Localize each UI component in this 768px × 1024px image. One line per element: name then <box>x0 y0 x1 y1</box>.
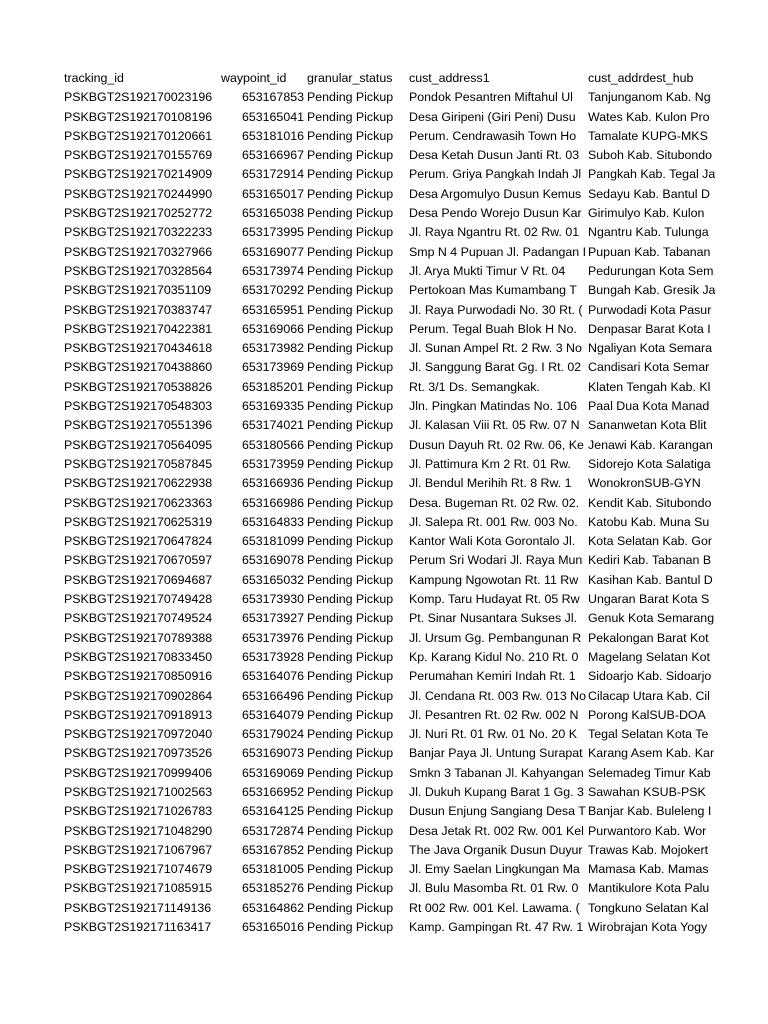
cell-granular-status[interactable]: Pending Pickup <box>307 842 394 857</box>
cell-cust-address1[interactable]: Desa Ketah Dusun Janti Rt. 03 <box>409 148 580 163</box>
cell-waypoint-id[interactable]: 653165016 <box>241 920 304 935</box>
cell-tracking-id[interactable]: PSKBGT2S192170789388 <box>64 630 213 645</box>
table-row[interactable] <box>62 223 715 242</box>
cell-cust-address1[interactable]: Jl. Pesantren Rt. 02 Rw. 002 N <box>409 707 579 722</box>
table-row[interactable] <box>62 165 715 184</box>
cell-cust-address1[interactable]: The Java Organik Dusun Duyur <box>409 842 583 857</box>
data-table <box>62 69 715 937</box>
cell-waypoint-id[interactable]: 653164833 <box>241 514 304 529</box>
cell-waypoint-id[interactable]: 653169066 <box>241 321 304 336</box>
cell-granular-status[interactable]: Pending Pickup <box>307 881 394 896</box>
table-row[interactable] <box>62 841 715 860</box>
cell-cust-address2[interactable]: Sananwetan Kota Blit <box>588 418 707 433</box>
cell-cust-address1[interactable]: Perum Sri Wodari Jl. Raya Mun <box>409 553 583 568</box>
cell-cust-address2[interactable]: Mantikulore Kota Palu <box>588 881 710 896</box>
header-cust-address1[interactable]: cust_address1 <box>409 71 490 85</box>
table-row[interactable] <box>62 532 715 551</box>
cell-granular-status[interactable]: Pending Pickup <box>307 109 394 124</box>
cell-granular-status[interactable]: Pending Pickup <box>307 920 394 935</box>
cell-tracking-id[interactable]: PSKBGT2S192170244990 <box>64 186 213 201</box>
cell-waypoint-id[interactable]: 653172914 <box>241 167 304 182</box>
cell-cust-address1[interactable]: Kamp. Gampingan Rt. 47 Rw. 1 <box>409 920 584 935</box>
cell-cust-address2[interactable]: Pangkah Kab. Tegal Ja <box>588 167 716 182</box>
cell-waypoint-id[interactable]: 653173995 <box>241 225 304 240</box>
cell-granular-status[interactable]: Pending Pickup <box>307 688 394 703</box>
cell-tracking-id[interactable]: PSKBGT2S192171163417 <box>64 920 212 935</box>
cell-tracking-id[interactable]: PSKBGT2S192170902864 <box>64 688 213 703</box>
cell-granular-status[interactable]: Pending Pickup <box>307 360 394 375</box>
cell-waypoint-id[interactable]: 653173969 <box>241 360 304 375</box>
cell-granular-status[interactable]: Pending Pickup <box>307 283 394 298</box>
cell-tracking-id[interactable]: PSKBGT2S192170999406 <box>64 765 213 780</box>
table-row[interactable] <box>62 204 715 223</box>
header-waypoint-id[interactable]: waypoint_id <box>221 71 287 85</box>
cell-cust-address1[interactable]: Dusun Enjung Sangiang Desa T <box>409 804 586 819</box>
cell-cust-address2[interactable]: Pupuan Kab. Tabanan <box>588 244 711 259</box>
cell-cust-address1[interactable]: Smp N 4 Pupuan Jl. Padangan I <box>409 244 587 259</box>
table-row[interactable] <box>62 436 715 455</box>
cell-cust-address2[interactable]: Denpasar Barat Kota I <box>588 321 711 336</box>
cell-cust-address1[interactable]: Jl. Emy Saelan Lingkungan Ma <box>409 862 580 877</box>
cell-granular-status[interactable]: Pending Pickup <box>307 186 394 201</box>
cell-cust-address2[interactable]: Jenawi Kab. Karangan <box>588 437 713 452</box>
cell-cust-address1[interactable]: Jl. Kalasan Viii Rt. 05 Rw. 07 N <box>409 418 580 433</box>
cell-tracking-id[interactable]: PSKBGT2S192170214909 <box>64 167 213 182</box>
table-row[interactable] <box>62 879 715 898</box>
table-body <box>62 88 715 937</box>
table-row[interactable] <box>62 281 715 300</box>
cell-cust-address2[interactable]: Paal Dua Kota Manad <box>588 399 710 414</box>
cell-tracking-id[interactable]: PSKBGT2S192170623363 <box>64 495 213 510</box>
cell-cust-address1[interactable]: Jl. Sanggung Barat Gg. I Rt. 02 <box>409 360 582 375</box>
cell-waypoint-id[interactable]: 653180566 <box>241 437 304 452</box>
table-row[interactable] <box>62 667 715 686</box>
cell-waypoint-id[interactable]: 653164076 <box>241 669 304 684</box>
table-row[interactable] <box>62 416 715 435</box>
cell-tracking-id[interactable]: PSKBGT2S192170749428 <box>64 592 213 607</box>
cell-tracking-id[interactable]: PSKBGT2S192170973526 <box>64 746 213 761</box>
cell-tracking-id[interactable]: PSKBGT2S192170551396 <box>64 418 213 433</box>
cell-cust-address1[interactable]: Jl. Sunan Ampel Rt. 2 Rw. 3 No <box>409 341 582 356</box>
header-granular-status[interactable]: granular_status <box>307 71 393 85</box>
cell-waypoint-id[interactable]: 653181099 <box>241 534 304 549</box>
cell-cust-address1[interactable]: Perumahan Kemiri Indah Rt. 1 <box>409 669 576 684</box>
cell-cust-address2[interactable]: Katobu Kab. Muna Su <box>588 514 710 529</box>
cell-granular-status[interactable]: Pending Pickup <box>307 225 394 240</box>
cell-cust-address2[interactable]: Kediri Kab. Tabanan B <box>588 553 712 568</box>
cell-cust-address2[interactable]: Purwantoro Kab. Wor <box>588 823 707 838</box>
cell-cust-address1[interactable]: Rt 002 Rw. 001 Kel. Lawama. ( <box>409 900 580 915</box>
header-row <box>62 69 715 88</box>
cell-cust-address2[interactable]: Tegal Selatan Kota Te <box>588 727 709 742</box>
cell-tracking-id[interactable]: PSKBGT2S192170622938 <box>64 476 213 491</box>
cell-cust-address1[interactable]: Banjar Paya Jl. Untung Surapat <box>409 746 583 761</box>
cell-waypoint-id[interactable]: 653167852 <box>241 842 304 857</box>
cell-cust-address1[interactable]: Desa Pendo Worejo Dusun Kar <box>409 206 582 221</box>
cell-cust-address1[interactable]: Perum. Griya Pangkah Indah Jl <box>409 167 582 182</box>
cell-granular-status[interactable]: Pending Pickup <box>307 649 394 664</box>
cell-granular-status[interactable]: Pending Pickup <box>307 437 394 452</box>
cell-waypoint-id[interactable]: 653173959 <box>241 456 304 471</box>
cell-waypoint-id[interactable]: 653170292 <box>241 283 304 298</box>
cell-waypoint-id[interactable]: 653167853 <box>241 90 304 105</box>
table-row[interactable] <box>62 397 715 416</box>
cell-cust-address1[interactable]: Jl. Pattimura Km 2 Rt. 01 Rw. <box>409 456 571 471</box>
cell-cust-address2[interactable]: Selemadeg Timur Kab <box>588 765 711 780</box>
cell-cust-address1[interactable]: Pertokoan Mas Kumambang T <box>409 283 577 298</box>
cell-granular-status[interactable]: Pending Pickup <box>307 90 394 105</box>
table-row[interactable] <box>62 243 715 262</box>
table-row[interactable] <box>62 88 715 107</box>
table-row[interactable] <box>62 802 715 821</box>
cell-granular-status[interactable]: Pending Pickup <box>307 399 394 414</box>
cell-cust-address2[interactable]: Suboh Kab. Situbondo <box>588 148 713 163</box>
cell-cust-address1[interactable]: Jl. Raya Purwodadi No. 30 Rt. ( <box>409 302 583 317</box>
cell-cust-address1[interactable]: Desa Argomulyo Dusun Kemus <box>409 186 582 201</box>
cell-tracking-id[interactable]: PSKBGT2S192170252772 <box>64 206 213 221</box>
cell-granular-status[interactable]: Pending Pickup <box>307 128 394 143</box>
table-row[interactable] <box>62 609 715 628</box>
cell-tracking-id[interactable]: PSKBGT2S192170351109 <box>64 283 212 298</box>
cell-cust-address2[interactable]: Girimulyo Kab. Kulon <box>588 206 705 221</box>
cell-waypoint-id[interactable]: 653165038 <box>241 206 304 221</box>
cell-cust-address2[interactable]: Kota Selatan Kab. Gor <box>588 534 713 549</box>
cell-cust-address2[interactable]: Ungaran Barat Kota S <box>588 592 710 607</box>
cell-cust-address1[interactable]: Dusun Dayuh Rt. 02 Rw. 06, Ke <box>409 437 584 452</box>
cell-waypoint-id[interactable]: 653173976 <box>241 630 304 645</box>
cell-tracking-id[interactable]: PSKBGT2S192170833450 <box>64 649 213 664</box>
cell-cust-address1[interactable]: Perum. Tegal Buah Blok H No. <box>409 321 577 336</box>
table-row[interactable] <box>62 706 715 725</box>
cell-tracking-id[interactable]: PSKBGT2S192171002563 <box>64 784 213 799</box>
cell-granular-status[interactable]: Pending Pickup <box>307 630 394 645</box>
cell-granular-status[interactable]: Pending Pickup <box>307 302 394 317</box>
cell-granular-status[interactable]: Pending Pickup <box>307 418 394 433</box>
cell-waypoint-id[interactable]: 653181005 <box>241 862 304 877</box>
cell-waypoint-id[interactable]: 653173928 <box>241 649 304 664</box>
cell-tracking-id[interactable]: PSKBGT2S192170564095 <box>64 437 213 452</box>
cell-cust-address1[interactable]: Smkn 3 Tabanan Jl. Kahyangan <box>409 765 584 780</box>
cell-waypoint-id[interactable]: 653165951 <box>241 302 304 317</box>
cell-cust-address1[interactable]: Jl. Cendana Rt. 003 Rw. 013 No <box>409 688 587 703</box>
cell-tracking-id[interactable]: PSKBGT2S192170548303 <box>64 399 213 414</box>
cell-cust-address1[interactable]: Kantor Wali Kota Gorontalo Jl. <box>409 534 576 549</box>
cell-tracking-id[interactable]: PSKBGT2S192170422381 <box>64 321 213 336</box>
cell-waypoint-id[interactable]: 653169335 <box>241 399 304 414</box>
cell-granular-status[interactable]: Pending Pickup <box>307 784 394 799</box>
cell-cust-address2[interactable]: Sedayu Kab. Bantul D <box>588 186 710 201</box>
cell-cust-address1[interactable]: Kp. Karang Kidul No. 210 Rt. 0 <box>409 649 579 664</box>
cell-cust-address2[interactable]: Sawahan KSUB-PSK <box>588 784 706 799</box>
table-row[interactable] <box>62 494 715 513</box>
cell-tracking-id[interactable]: PSKBGT2S192170383747 <box>64 302 213 317</box>
table-row[interactable] <box>62 301 715 320</box>
table-row[interactable] <box>62 455 715 474</box>
cell-cust-address1[interactable]: Pondok Pesantren Miftahul Ul <box>409 90 573 105</box>
cell-granular-status[interactable]: Pending Pickup <box>307 669 394 684</box>
cell-waypoint-id[interactable]: 653172874 <box>241 823 304 838</box>
cell-cust-address1[interactable]: Jl. Bulu Masomba Rt. 01 Rw. 0 <box>409 881 579 896</box>
cell-cust-address2[interactable]: Pedurungan Kota Sem <box>588 263 714 278</box>
cell-cust-address2[interactable]: Wates Kab. Kulon Pro <box>588 109 710 124</box>
cell-tracking-id[interactable]: PSKBGT2S192170108196 <box>64 109 213 124</box>
table-row[interactable] <box>62 744 715 763</box>
cell-tracking-id[interactable]: PSKBGT2S192170327966 <box>64 244 213 259</box>
cell-cust-address1[interactable]: Jl. Raya Ngantru Rt. 02 Rw. 01 <box>409 225 580 240</box>
cell-cust-address2[interactable]: Wirobrajan Kota Yogy <box>588 920 708 935</box>
table-row[interactable] <box>62 339 715 358</box>
cell-cust-address2[interactable]: Candisari Kota Semar <box>588 360 710 375</box>
table-row[interactable] <box>62 764 715 783</box>
cell-cust-address2[interactable]: Tanjunganom Kab. Ng <box>588 90 711 105</box>
cell-granular-status[interactable]: Pending Pickup <box>307 379 394 394</box>
table-row[interactable] <box>62 687 715 706</box>
table-row[interactable] <box>62 860 715 879</box>
cell-cust-address1[interactable]: Desa Giripeni (Giri Peni) Dusu <box>409 109 576 124</box>
cell-waypoint-id[interactable]: 653181016 <box>241 128 304 143</box>
cell-granular-status[interactable]: Pending Pickup <box>307 476 394 491</box>
table-row[interactable] <box>62 474 715 493</box>
table-row[interactable] <box>62 629 715 648</box>
cell-cust-address2[interactable]: Tongkuno Selatan Kal <box>588 900 709 915</box>
cell-tracking-id[interactable]: PSKBGT2S192171026783 <box>64 804 213 819</box>
cell-tracking-id[interactable]: PSKBGT2S192170694687 <box>64 572 213 587</box>
cell-cust-address1[interactable]: Jl. Dukuh Kupang Barat 1 Gg. 3 <box>409 784 584 799</box>
cell-cust-address2[interactable]: WonokronSUB-GYN <box>588 476 701 491</box>
cell-cust-address1[interactable]: Desa. Bugeman Rt. 02 Rw. 02. <box>409 495 580 510</box>
table-row[interactable] <box>62 358 715 377</box>
cell-granular-status[interactable]: Pending Pickup <box>307 534 394 549</box>
cell-waypoint-id[interactable]: 653173930 <box>241 592 304 607</box>
cell-cust-address2[interactable]: Karang Asem Kab. Kar <box>588 746 715 761</box>
table-row[interactable] <box>62 378 715 397</box>
cell-cust-address2[interactable]: Magelang Selatan Kot <box>588 649 710 664</box>
cell-waypoint-id[interactable]: 653164125 <box>241 804 304 819</box>
cell-tracking-id[interactable]: PSKBGT2S192170328564 <box>64 263 213 278</box>
cell-cust-address2[interactable]: Porong KalSUB-DOA <box>588 707 706 722</box>
header-tracking-id[interactable]: tracking_id <box>64 71 124 85</box>
cell-cust-address2[interactable]: Banjar Kab. Buleleng I <box>588 804 712 819</box>
cell-granular-status[interactable]: Pending Pickup <box>307 746 394 761</box>
cell-tracking-id[interactable]: PSKBGT2S192171085915 <box>64 881 213 896</box>
cell-waypoint-id[interactable]: 653173974 <box>241 263 304 278</box>
cell-granular-status[interactable]: Pending Pickup <box>307 148 394 163</box>
cell-tracking-id[interactable]: PSKBGT2S192170850916 <box>64 669 213 684</box>
cell-granular-status[interactable]: Pending Pickup <box>307 244 394 259</box>
table-row[interactable] <box>62 590 715 609</box>
cell-tracking-id[interactable]: PSKBGT2S192170155769 <box>64 148 213 163</box>
cell-waypoint-id[interactable]: 653164079 <box>241 707 304 722</box>
cell-granular-status[interactable]: Pending Pickup <box>307 804 394 819</box>
table-row[interactable] <box>62 571 715 590</box>
cell-waypoint-id[interactable]: 653179024 <box>241 727 304 742</box>
cell-tracking-id[interactable]: PSKBGT2S192170322233 <box>64 225 213 240</box>
cell-waypoint-id[interactable]: 653165032 <box>241 572 304 587</box>
table-row[interactable] <box>62 320 715 339</box>
table-row[interactable] <box>62 551 715 570</box>
cell-tracking-id[interactable]: PSKBGT2S192170438860 <box>64 360 213 375</box>
cell-tracking-id[interactable]: PSKBGT2S192170434618 <box>64 341 213 356</box>
cell-waypoint-id[interactable]: 653166986 <box>241 495 304 510</box>
table-row[interactable] <box>62 783 715 802</box>
cell-tracking-id[interactable]: PSKBGT2S192170670597 <box>64 553 213 568</box>
cell-granular-status[interactable]: Pending Pickup <box>307 167 394 182</box>
cell-cust-address2[interactable]: Pekalongan Barat Kot <box>588 630 709 645</box>
cell-cust-address2[interactable]: Tamalate KUPG-MKS <box>588 128 708 143</box>
cell-granular-status[interactable]: Pending Pickup <box>307 727 394 742</box>
cell-tracking-id[interactable]: PSKBGT2S192170749524 <box>64 611 213 626</box>
cell-waypoint-id[interactable]: 653166952 <box>241 784 304 799</box>
cell-cust-address2[interactable]: Mamasa Kab. Mamas <box>588 862 709 877</box>
cell-granular-status[interactable]: Pending Pickup <box>307 823 394 838</box>
cell-cust-address1[interactable]: Jl. Nuri Rt. 01 Rw. 01 No. 20 K <box>409 727 578 742</box>
cell-cust-address1[interactable]: Jl. Ursum Gg. Pembangunan R <box>409 630 582 645</box>
cell-waypoint-id[interactable]: 653169069 <box>241 765 304 780</box>
cell-tracking-id[interactable]: PSKBGT2S192171074679 <box>64 862 213 877</box>
cell-waypoint-id[interactable]: 653166967 <box>241 148 304 163</box>
cell-granular-status[interactable]: Pending Pickup <box>307 456 394 471</box>
cell-cust-address1[interactable]: Desa Jetak Rt. 002 Rw. 001 Kel <box>409 823 584 838</box>
cell-waypoint-id[interactable]: 653165041 <box>241 109 304 124</box>
cell-granular-status[interactable]: Pending Pickup <box>307 592 394 607</box>
cell-waypoint-id[interactable]: 653173982 <box>241 341 304 356</box>
cell-cust-address2[interactable]: Cilacap Utara Kab. Cil <box>588 688 710 703</box>
cell-tracking-id[interactable]: PSKBGT2S192170538826 <box>64 379 213 394</box>
cell-cust-address1[interactable]: Rt. 3/1 Ds. Semangkak. <box>409 379 540 394</box>
cell-cust-address1[interactable]: Perum. Cendrawasih Town Ho <box>409 128 577 143</box>
table-row[interactable] <box>62 146 715 165</box>
table-row[interactable] <box>62 918 715 937</box>
table-row[interactable] <box>62 185 715 204</box>
cell-waypoint-id[interactable]: 653169077 <box>241 244 304 259</box>
cell-cust-address2[interactable]: Kendit Kab. Situbondo <box>588 495 712 510</box>
cell-cust-address2[interactable]: Sidoarjo Kab. Sidoarjo <box>588 669 712 684</box>
cell-waypoint-id[interactable]: 653169078 <box>241 553 304 568</box>
cell-tracking-id[interactable]: PSKBGT2S192170972040 <box>64 727 213 742</box>
cell-granular-status[interactable]: Pending Pickup <box>307 765 394 780</box>
cell-cust-address2[interactable]: Trawas Kab. Mojokert <box>588 842 709 857</box>
cell-waypoint-id[interactable]: 653165017 <box>241 186 304 201</box>
cell-cust-address2[interactable]: Sidorejo Kota Salatiga <box>588 456 711 471</box>
cell-granular-status[interactable]: Pending Pickup <box>307 553 394 568</box>
table-row[interactable] <box>62 899 715 918</box>
cell-granular-status[interactable]: Pending Pickup <box>307 495 394 510</box>
cell-cust-address2[interactable]: Bungah Kab. Gresik Ja <box>588 283 716 298</box>
cell-tracking-id[interactable]: PSKBGT2S192171048290 <box>64 823 213 838</box>
cell-granular-status[interactable]: Pending Pickup <box>307 206 394 221</box>
cell-granular-status[interactable]: Pending Pickup <box>307 321 394 336</box>
cell-granular-status[interactable]: Pending Pickup <box>307 900 394 915</box>
cell-waypoint-id[interactable]: 653166496 <box>241 688 304 703</box>
cell-cust-address2[interactable]: Purwodadi Kota Pasur <box>588 302 712 317</box>
cell-waypoint-id[interactable]: 653173927 <box>241 611 304 626</box>
cell-waypoint-id[interactable]: 653164862 <box>241 900 304 915</box>
cell-tracking-id[interactable]: PSKBGT2S192171149136 <box>64 900 212 915</box>
table-row[interactable] <box>62 822 715 841</box>
cell-cust-address1[interactable]: Jl. Arya Mukti Timur V Rt. 04 <box>409 263 566 278</box>
cell-granular-status[interactable]: Pending Pickup <box>307 341 394 356</box>
cell-cust-address1[interactable]: Jl. Bendul Merihih Rt. 8 Rw. 1 <box>409 476 572 491</box>
cell-waypoint-id[interactable]: 653185276 <box>241 881 304 896</box>
cell-tracking-id[interactable]: PSKBGT2S192171067967 <box>64 842 213 857</box>
cell-cust-address2[interactable]: Ngaliyan Kota Semara <box>588 341 713 356</box>
cell-tracking-id[interactable]: PSKBGT2S192170587845 <box>64 456 213 471</box>
cell-tracking-id[interactable]: PSKBGT2S192170625319 <box>64 514 213 529</box>
cell-cust-address2[interactable]: Genuk Kota Semarang <box>588 611 715 626</box>
cell-cust-address1[interactable]: Jl. Salepa Rt. 001 Rw. 003 No. <box>409 514 578 529</box>
cell-granular-status[interactable]: Pending Pickup <box>307 862 394 877</box>
cell-cust-address1[interactable]: Jln. Pingkan Matindas No. 106 <box>409 399 578 414</box>
cell-granular-status[interactable]: Pending Pickup <box>307 572 394 587</box>
table-row[interactable] <box>62 127 715 146</box>
table-row[interactable] <box>62 262 715 281</box>
cell-granular-status[interactable]: Pending Pickup <box>307 707 394 722</box>
cell-cust-address1[interactable]: Komp. Taru Hudayat Rt. 05 Rw <box>409 592 580 607</box>
cell-granular-status[interactable]: Pending Pickup <box>307 514 394 529</box>
table-row[interactable] <box>62 725 715 744</box>
cell-waypoint-id[interactable]: 653174021 <box>241 418 304 433</box>
cell-waypoint-id[interactable]: 653185201 <box>241 379 304 394</box>
cell-cust-address1[interactable]: Kampung Ngowotan Rt. 11 Rw <box>409 572 579 587</box>
cell-granular-status[interactable]: Pending Pickup <box>307 263 394 278</box>
table-row[interactable] <box>62 513 715 532</box>
header-cust-address2-dest-hub[interactable]: cust_addrdest_hub <box>588 71 694 85</box>
cell-cust-address1[interactable]: Pt. Sinar Nusantara Sukses Jl. <box>409 611 578 626</box>
cell-tracking-id[interactable]: PSKBGT2S192170647824 <box>64 534 213 549</box>
cell-cust-address2[interactable]: Kasihan Kab. Bantul D <box>588 572 713 587</box>
cell-cust-address2[interactable]: Ngantru Kab. Tulunga <box>588 225 709 240</box>
cell-tracking-id[interactable]: PSKBGT2S192170023196 <box>64 90 213 105</box>
cell-granular-status[interactable]: Pending Pickup <box>307 611 394 626</box>
cell-waypoint-id[interactable]: 653166936 <box>241 476 304 491</box>
cell-tracking-id[interactable]: PSKBGT2S192170918913 <box>64 707 213 722</box>
table-row[interactable] <box>62 108 715 127</box>
cell-tracking-id[interactable]: PSKBGT2S192170120661 <box>64 128 213 143</box>
table-row[interactable] <box>62 648 715 667</box>
cell-waypoint-id[interactable]: 653169073 <box>241 746 304 761</box>
cell-cust-address2[interactable]: Klaten Tengah Kab. Kl <box>588 379 711 394</box>
